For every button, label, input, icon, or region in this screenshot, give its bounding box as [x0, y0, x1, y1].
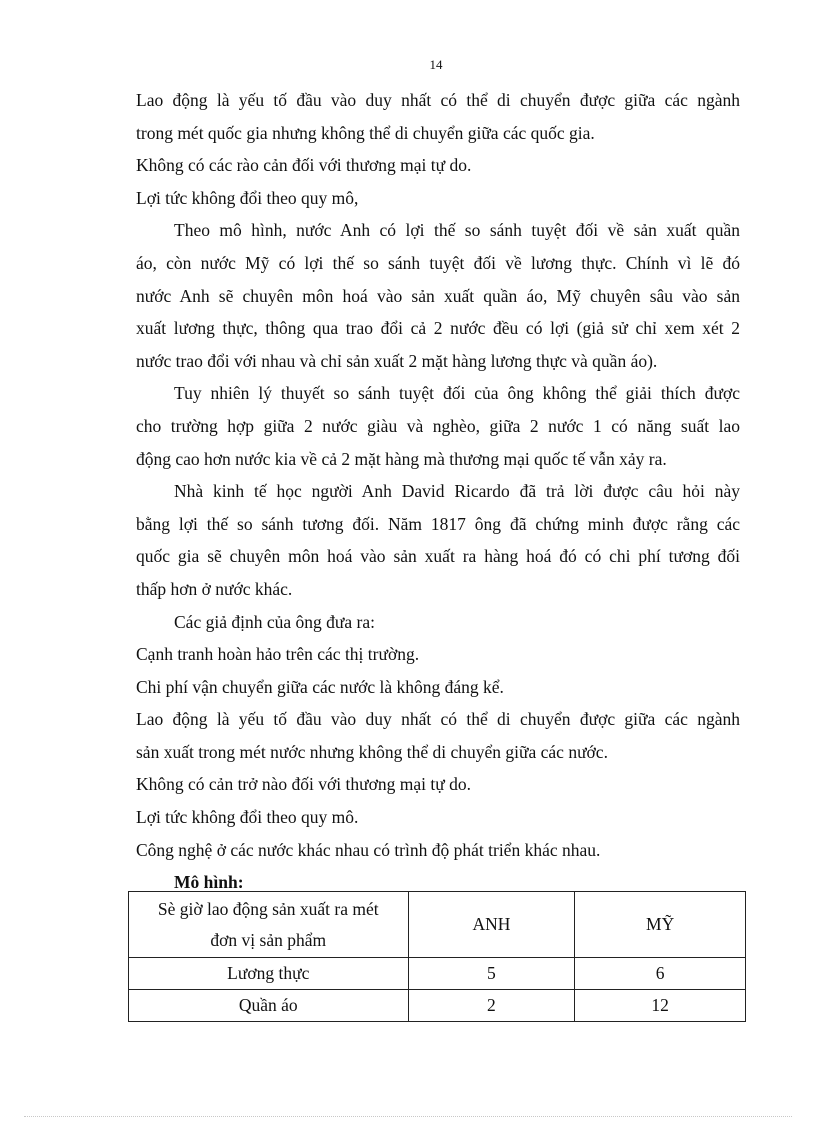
paragraph-1-line: Theo mô hình, nước Anh có lợi thế so sánh tuyệt đối về sản xuất quần [174, 220, 740, 241]
paragraph-3-line: quốc gia sẽ chuyên môn hoá vào sản xuất ra hàng hoá đó có chi phí tương đối [136, 546, 740, 567]
table-cell-product: Quần áo [129, 990, 409, 1022]
assumption-item: Cạnh tranh hoàn hảo trên các thị trường. [136, 644, 420, 665]
assumption-item: Lợi tức không đổi theo quy mô. [136, 807, 359, 828]
table-header-row [129, 892, 746, 958]
table-row [129, 990, 746, 1022]
header-label-line2: đơn vị sản phẩm [210, 929, 327, 950]
labor-hours-table [128, 891, 746, 1022]
assumption-item: Không có cản trở nào đối với thương mại tự do. [136, 774, 471, 795]
paragraph-3-line: bằng lợi thế so sánh tương đối. Năm 1817 ông đã chứng minh được rằng các [136, 513, 740, 534]
paragraph-2-line: động cao hơn nước kia về cả 2 mặt hàng mà thương mại quốc tế vẫn xảy ra. [136, 448, 667, 469]
paragraph-3-line: thấp hơn ở nước khác. [136, 578, 293, 599]
table-cell-anh: 2 [408, 990, 575, 1022]
paragraph-1-line: nước Anh sẽ chuyên môn hoá vào sản xuất quần áo, Mỹ chuyên sâu vào sản [136, 285, 740, 306]
text-line: Không có các rào cản đối với thương mại tự do. [136, 155, 472, 176]
table-row [129, 958, 746, 990]
paragraph-2-line: cho trường hợp giữa 2 nước giàu và nghèo, giữa 2 nước 1 có năng suất lao [136, 415, 740, 436]
header-label-line1: Sè giờ lao động sản xuất ra mét [157, 898, 379, 919]
table-cell-my: 12 [575, 990, 746, 1022]
model-heading: Mô hình: [174, 872, 244, 893]
paragraph-1-line: áo, còn nước Mỹ có lợi thế so sánh tuyệt đối về lương thực. Chính vì lẽ đó [136, 252, 740, 273]
assumption-item: sản xuất trong mét nước nhưng không thể di chuyển giữa các nước. [136, 741, 608, 762]
table-cell-product: Lương thực [129, 958, 409, 990]
table-cell-anh: 5 [408, 958, 575, 990]
page-number: 14 [429, 57, 443, 72]
table-cell-my: 6 [575, 958, 746, 990]
table-header-label [129, 892, 409, 958]
text-line: Lợi tức không đổi theo quy mô, [136, 187, 359, 208]
text-line: Lao động là yếu tố đầu vào duy nhất có thể di chuyển được giữa các ngành [136, 90, 740, 110]
paragraph-1-line: nước trao đổi với nhau và chỉ sản xuất 2 mặt hàng lương thực và quần áo). [136, 350, 658, 371]
paragraph-2-line: Tuy nhiên lý thuyết so sánh tuyệt đối của ông không thể giải thích được [174, 383, 740, 404]
assumptions-heading: Các giả định của ông đưa ra: [174, 611, 375, 632]
text-line: trong mét quốc gia nhưng không thể di chuyển giữa các quốc gia. [136, 122, 595, 143]
assumption-item: Công nghệ ở các nước khác nhau có trình độ phát triển khác nhau. [136, 839, 601, 860]
assumption-item: Lao động là yếu tố đầu vào duy nhất có thể di chuyển được giữa các ngành [136, 709, 740, 730]
document-body [136, 84, 740, 899]
paragraph-3-line: Nhà kinh tế học người Anh David Ricardo đã trả lời được câu hỏi này [174, 481, 740, 502]
table-header-my: MỸ [575, 892, 746, 958]
paragraph-1-line: xuất lương thực, thông qua trao đổi cả 2 nước đều có lợi (giả sử chỉ xem xét 2 [136, 318, 740, 339]
table-header-anh: ANH [408, 892, 575, 958]
page-bottom-border [24, 1116, 792, 1117]
assumption-item: Chi phí vận chuyển giữa các nước là không đáng kể. [136, 676, 504, 697]
